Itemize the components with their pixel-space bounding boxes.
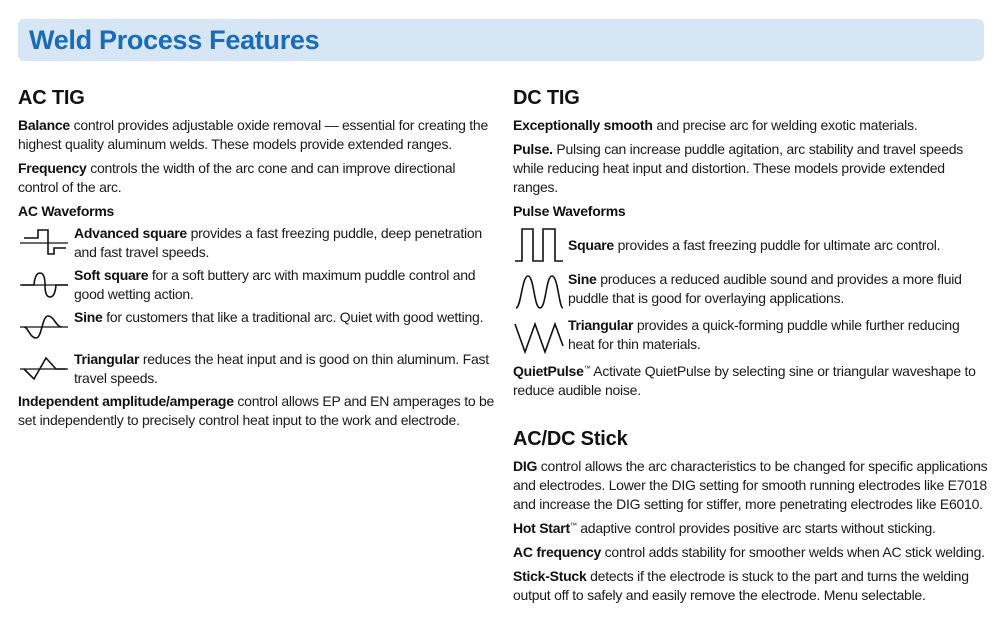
pulse-waveforms-heading: Pulse Waveforms [513,203,626,219]
stick-stuck-paragraph: Stick-Stuck detects if the electrode is stuck to the part and turns the welding output off to safely and easily remove the electrode. Menu selectable. [513,568,969,603]
balance-term: Balance [18,117,70,133]
sine-pulse-wave-icon [513,270,568,312]
triangular-pulse-wave-icon [513,316,568,358]
square-pulse-wave-icon [513,224,568,266]
balance-paragraph [18,116,496,154]
right-column [513,87,988,610]
triangular-wave-icon [18,350,74,388]
list-item: Triangular provides a quick-forming puddle while further reducing heat for thin materials. [513,316,988,358]
pulse-waveforms-list [513,224,988,358]
list-item: Square provides a fast freezing puddle for ultimate arc control. [513,224,988,266]
frequency-paragraph [18,159,496,197]
dig-paragraph: DIG control allows the arc characteristics to be changed for specific applications and electrodes. Lower the DIG setting for smooth running electrodes like E7018 and increase the DIG setting for stiffer, more penetrating electrodes like E6010. [513,458,988,512]
quietpulse-paragraph: QuietPulse™ Activate QuietPulse by selecting sine or triangular waveshape to reduce audible noise. [513,363,976,398]
ac-tig-heading: AC TIG [18,87,85,109]
balance-text: control provides adjustable oxide removal — essential for creating the highest quality aluminum welds. These models provide extended ranges. [18,117,488,152]
ac-tig-section [18,87,496,435]
independent-paragraph [18,392,496,430]
frequency-text: controls the width of the arc cone and can improve directional control of the arc. [18,160,456,195]
stick-section [513,428,988,605]
list-item: Triangular reduces the heat input and is good on thin aluminum. Fast travel speeds. [18,350,496,388]
list-item: Sine produces a reduced audible sound and provides a more fluid puddle that is good for overlaying applications. [513,270,988,312]
pulse-paragraph: Pulse. Pulsing can increase puddle agitation, arc stability and travel speeds while reducing heat input and distortion. These models provide extended ranges. [513,141,964,195]
list-item: Soft square for a soft buttery arc with maximum puddle control and good wetting action. [18,266,496,304]
page-title: Weld Process Features [29,25,320,55]
ac-waveforms-list [18,224,496,388]
advanced-square-wave-icon [18,224,74,262]
ac-waveforms-heading: AC Waveforms [18,203,115,219]
title-banner [18,19,984,61]
dc-tig-section [513,87,988,400]
frequency-term: Frequency [18,160,87,176]
hot-start-paragraph: Hot Start™ adaptive control provides positive arc starts without sticking. [513,520,936,536]
stick-heading: AC/DC Stick [513,428,628,450]
independent-term: Independent amplitude/amperage [18,393,234,409]
smooth-paragraph: Exceptionally smooth and precise arc for welding exotic materials. [513,117,918,133]
independent-text: control allows EP and EN amperages to be set independently to precisely control heat input to the work and electrode. [18,393,495,428]
dc-tig-heading: DC TIG [513,87,580,109]
list-item: Sine for customers that like a traditional arc. Quiet with good wetting. [18,308,496,346]
sine-wave-icon [18,308,74,346]
list-item: Advanced square provides a fast freezing puddle, deep penetration and fast travel speeds. [18,224,496,262]
trademark-mark: ™ [569,522,577,530]
trademark-mark: ™ [583,365,591,373]
ac-frequency-paragraph: AC frequency control adds stability for smoother welds when AC stick welding. [513,544,985,560]
soft-square-wave-icon [18,266,74,304]
